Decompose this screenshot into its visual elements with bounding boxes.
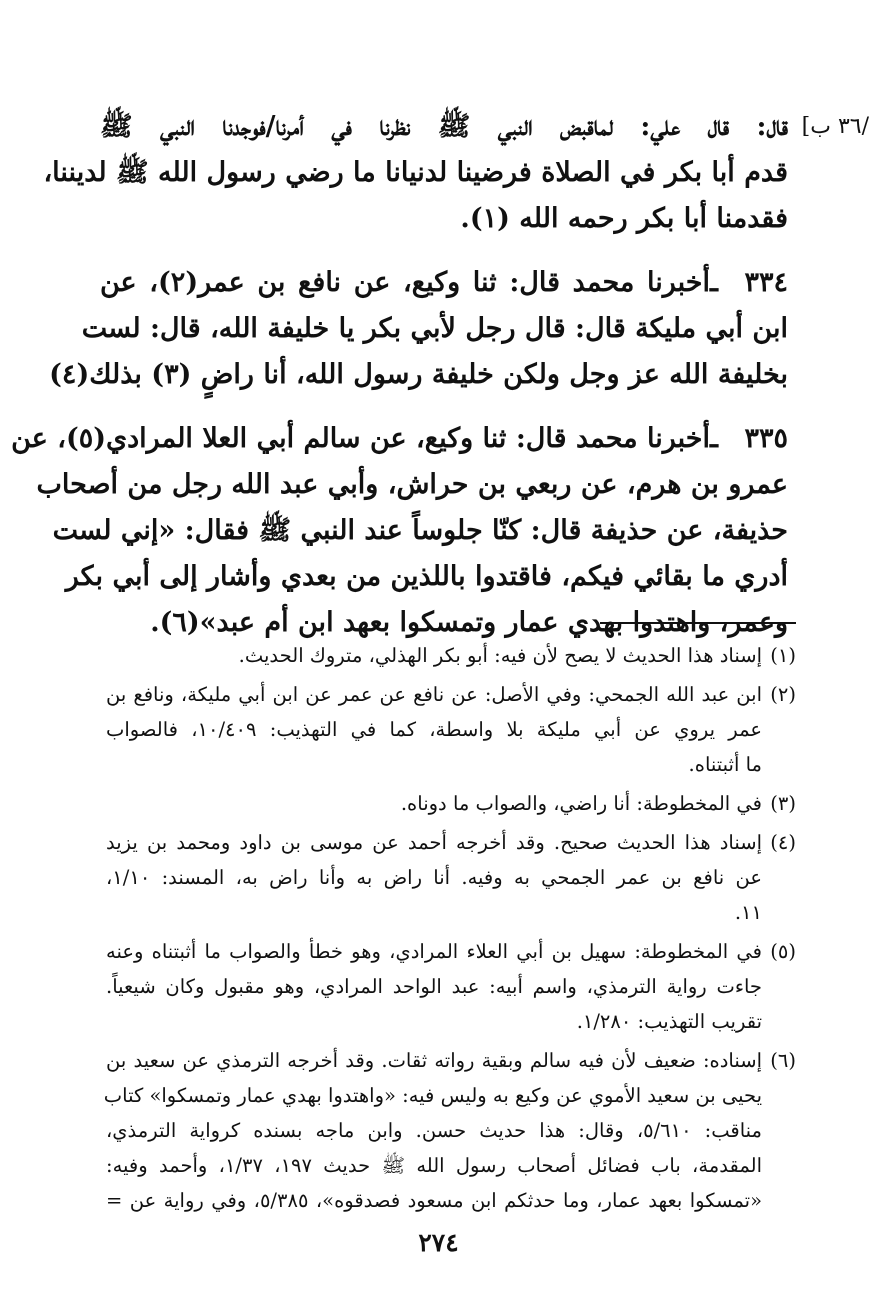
footnote-text: في المخطوطة: أنا راضي، والصواب ما دوناه.	[400, 792, 762, 815]
hadith-335	[11, 416, 788, 646]
footnote-line	[106, 825, 796, 860]
footnote-line	[106, 638, 796, 673]
text-line: عمرو بن هرم، عن ربعي بن حراش، وأبي عبد الله رجل من أصحاب	[36, 469, 788, 500]
footnote-mark: (٦)	[770, 1049, 796, 1072]
main-text	[11, 104, 788, 646]
footnote-line: عمر يروي عن أبي مليكة بلا واسطة، كما في التهذيب: ١٠/٤٠٩، فالصواب	[106, 718, 762, 741]
footnote-text: إسناد هذا الحديث لا يصح لأن فيه: أبو بكر الهذلي، متروك الحديث.	[238, 644, 762, 667]
text-line: قال: قال علي: لماقبض النبي ﷺ نظرنا في أمرنا/فوجدنا النبي ﷺ	[100, 111, 788, 142]
hadith-number: ٣٣٤ ـ	[709, 267, 788, 298]
text-line: فقدمنا أبا بكر رحمه الله (١).	[460, 203, 788, 234]
footnote-line	[106, 1043, 796, 1078]
footnote-line	[106, 786, 796, 821]
footnote-line: تقريب التهذيب: ١/٢٨٠.	[576, 1010, 762, 1033]
footnote-line: ١١.	[734, 901, 762, 924]
footnote-line: المقدمة، باب فضائل أصحاب رسول الله ﷺ حديث ١٩٧، ١/٣٧، وأحمد وفيه:	[106, 1154, 762, 1177]
footnote-3	[106, 786, 796, 821]
footnote-line: ما أثبتناه.	[688, 753, 762, 776]
footnote-text: إسناد هذا الحديث صحيح. وقد أخرجه أحمد عن موسى بن داود ومحمد بن يزيد	[106, 831, 762, 854]
footnote-line: عن نافع بن عمر الجمحي به وفيه. أنا راض به وأنا راض به، المسند: ١/١٠،	[106, 866, 762, 889]
footnote-text: في المخطوطة: سهيل بن أبي العلاء المرادي، وهو خطأ والصواب ما أثبتناه وعنه	[106, 940, 762, 963]
footnote-4	[106, 825, 796, 930]
text-line	[100, 260, 788, 306]
footnote-text: ابن عبد الله الجمحي: وفي الأصل: عن نافع عن عمر عن ابن أبي مليكة، ونافع بن	[106, 683, 762, 706]
footnote-line: مناقب: ٥/٦١٠، وقال: هذا حديث حسن. وابن ماجه بسنده كرواية الترمذي،	[106, 1119, 762, 1142]
text-line: أدري ما بقائي فيكم، فاقتدوا باللذين من بعدي وأشار إلى أبي بكر	[65, 561, 788, 592]
footnote-mark: (١)	[770, 644, 796, 667]
footnote-1	[106, 638, 796, 673]
footnote-5	[106, 934, 796, 1039]
text-line: وعمر، واهتدوا بهدي عمار وتمسكوا بعهد ابن أم عبد»(٦).	[150, 607, 788, 638]
footnote-mark: (٤)	[770, 831, 796, 854]
footnote-line: يحيى بن سعيد الأموي عن وكيع به وليس فيه: «واهتدوا بهدي عمار وتمسكوا» كتاب	[103, 1084, 762, 1107]
hadith-334	[49, 260, 788, 398]
footnote-line	[106, 934, 796, 969]
intro-paragraph	[43, 104, 788, 242]
text-line-content: أخبرنا محمد قال: ثنا وكيع، عن سالم أبي العلا المرادي(٥)، عن	[11, 423, 710, 454]
text-line	[11, 416, 788, 462]
footnote-line: جاءت رواية الترمذي، واسم أبيه: عبد الواحد المرادي، وهو مقبول وكان شيعياً.	[106, 975, 762, 998]
footnote-mark: (٢)	[770, 683, 796, 706]
footnote-2	[106, 677, 796, 782]
page-number: ٢٧٤	[418, 1228, 459, 1257]
footnote-line	[106, 677, 796, 712]
text-line: حذيفة، عن حذيفة قال: كنّا جلوساً عند النبي ﷺ فقال: «إني لست	[52, 515, 788, 546]
hadith-number: ٣٣٥ ـ	[710, 423, 788, 454]
footnotes	[103, 638, 796, 1222]
text-line-content: أخبرنا محمد قال: ثنا وكيع، عن نافع بن عمر(٢)، عن	[100, 267, 710, 298]
text-line: قدم أبا بكر في الصلاة فرضينا لدنيانا ما رضي رسول الله ﷺ لديننا،	[43, 157, 788, 188]
manuscript-folio-marker: /٣٦ ب]	[801, 114, 869, 139]
text-line: ابن أبي مليكة قال: قال رجل لأبي بكر يا خليفة الله، قال: لست	[81, 313, 788, 344]
text-line: بخليفة الله عز وجل ولكن خليفة رسول الله، أنا راضٍ (٣) بذلك(٤)	[49, 359, 788, 390]
footnote-mark: (٣)	[770, 792, 796, 815]
footnote-separator	[600, 622, 796, 624]
footnote-6	[103, 1043, 796, 1218]
footnote-text: إسناده: ضعيف لأن فيه سالم وبقية رواته ثقات. وقد أخرجه الترمذي عن سعيد بن	[106, 1049, 762, 1072]
footnote-mark: (٥)	[770, 940, 796, 963]
footnote-line: «تمسكوا بعهد عمار، وما حدثكم ابن مسعود فصدقوه»، ٥/٣٨٥، وفي رواية عن =	[106, 1189, 763, 1212]
